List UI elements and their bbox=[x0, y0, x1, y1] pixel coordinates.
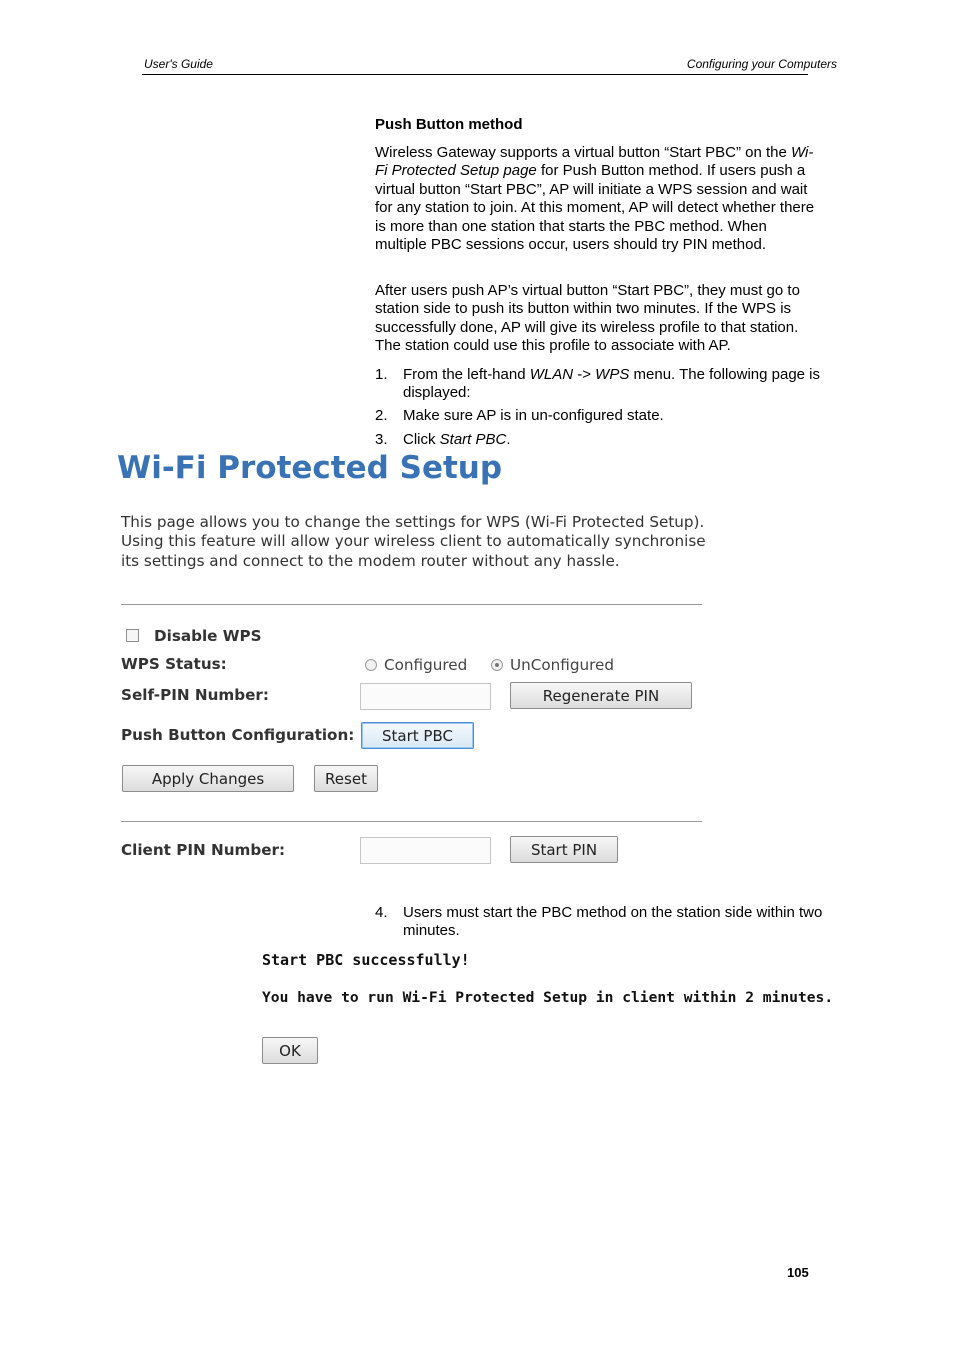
section-heading: Push Button method bbox=[375, 116, 523, 133]
divider bbox=[121, 821, 702, 822]
status-unconfigured-label: UnConfigured bbox=[510, 656, 614, 674]
ok-button[interactable]: OK bbox=[262, 1037, 318, 1064]
step-number: 4. bbox=[375, 904, 388, 921]
step-text: Make sure AP is in un-configured state. bbox=[403, 407, 664, 424]
step-number: 3. bbox=[375, 431, 388, 448]
header-rule bbox=[142, 74, 808, 75]
step-1 bbox=[375, 366, 820, 406]
step-text: Click Start PBC. bbox=[403, 431, 511, 448]
step-text: From the left-hand WLAN -> WPS menu. The following page is displayed: bbox=[403, 366, 821, 402]
wps-description: This page allows you to change the settings for WPS (Wi-Fi Protected Setup). Using this feature will allow your wireless client to automatically synchronise its settings and connect to the modem router without any hassle. bbox=[121, 513, 706, 570]
step-number: 2. bbox=[375, 407, 388, 424]
disable-wps-checkbox[interactable] bbox=[126, 629, 139, 642]
disable-wps-label: Disable WPS bbox=[154, 627, 262, 645]
start-pbc-button[interactable]: Start PBC bbox=[361, 722, 474, 749]
wps-page-title: Wi-Fi Protected Setup bbox=[117, 450, 503, 486]
step-text: Users must start the PBC method on the station side within two minutes. bbox=[403, 904, 823, 940]
paragraph-1-italic: Wi-Fi Protected Setup page bbox=[375, 144, 814, 180]
regenerate-pin-button[interactable]: Regenerate PIN bbox=[510, 682, 692, 709]
divider bbox=[121, 604, 702, 605]
wps-status-label: WPS Status: bbox=[121, 655, 227, 673]
paragraph-1-text-a: Wireless Gateway supports a virtual button “Start PBC” on the bbox=[375, 144, 792, 161]
apply-changes-button[interactable]: Apply Changes bbox=[122, 765, 294, 792]
paragraph-2: After users push AP’s virtual button “Start PBC”, they must go to station side to push its button within two minutes. If the WPS is successfully done, AP will give its wireless profile to that station. The station could use this profile to associate with AP. bbox=[375, 282, 800, 355]
start-pin-button[interactable]: Start PIN bbox=[510, 836, 618, 863]
paragraph-1 bbox=[375, 144, 820, 254]
page-number: 105 bbox=[787, 1265, 809, 1280]
paragraph-1-text-b: for Push Button method. If users push a virtual button “Start PBC”, AP will initiate a WPS session and wait for any station to join. At this moment, AP will detect whether there is more than one station that starts the PBC method. When multiple PBC sessions occur, users should try PIN method. bbox=[375, 162, 815, 254]
reset-button[interactable]: Reset bbox=[314, 765, 378, 792]
status-configured-radio[interactable] bbox=[365, 659, 377, 671]
pbc-instruction-message: You have to run Wi-Fi Protected Setup in client within 2 minutes. bbox=[262, 989, 834, 1006]
client-pin-field[interactable] bbox=[360, 837, 491, 864]
pbc-label: Push Button Configuration: bbox=[121, 726, 355, 744]
pbc-success-message: Start PBC successfully! bbox=[262, 951, 470, 969]
status-unconfigured-radio[interactable] bbox=[491, 659, 503, 671]
header-left: User's Guide bbox=[144, 57, 213, 71]
header-right: Configuring your Computers bbox=[686, 57, 837, 71]
step-3 bbox=[375, 431, 820, 451]
step-number: 1. bbox=[375, 366, 388, 383]
status-configured-label: Configured bbox=[384, 656, 468, 674]
client-pin-label: Client PIN Number: bbox=[121, 841, 286, 859]
step-4 bbox=[375, 904, 823, 944]
step-2 bbox=[375, 407, 820, 427]
self-pin-label: Self-PIN Number: bbox=[121, 686, 269, 704]
self-pin-field[interactable] bbox=[360, 683, 491, 710]
